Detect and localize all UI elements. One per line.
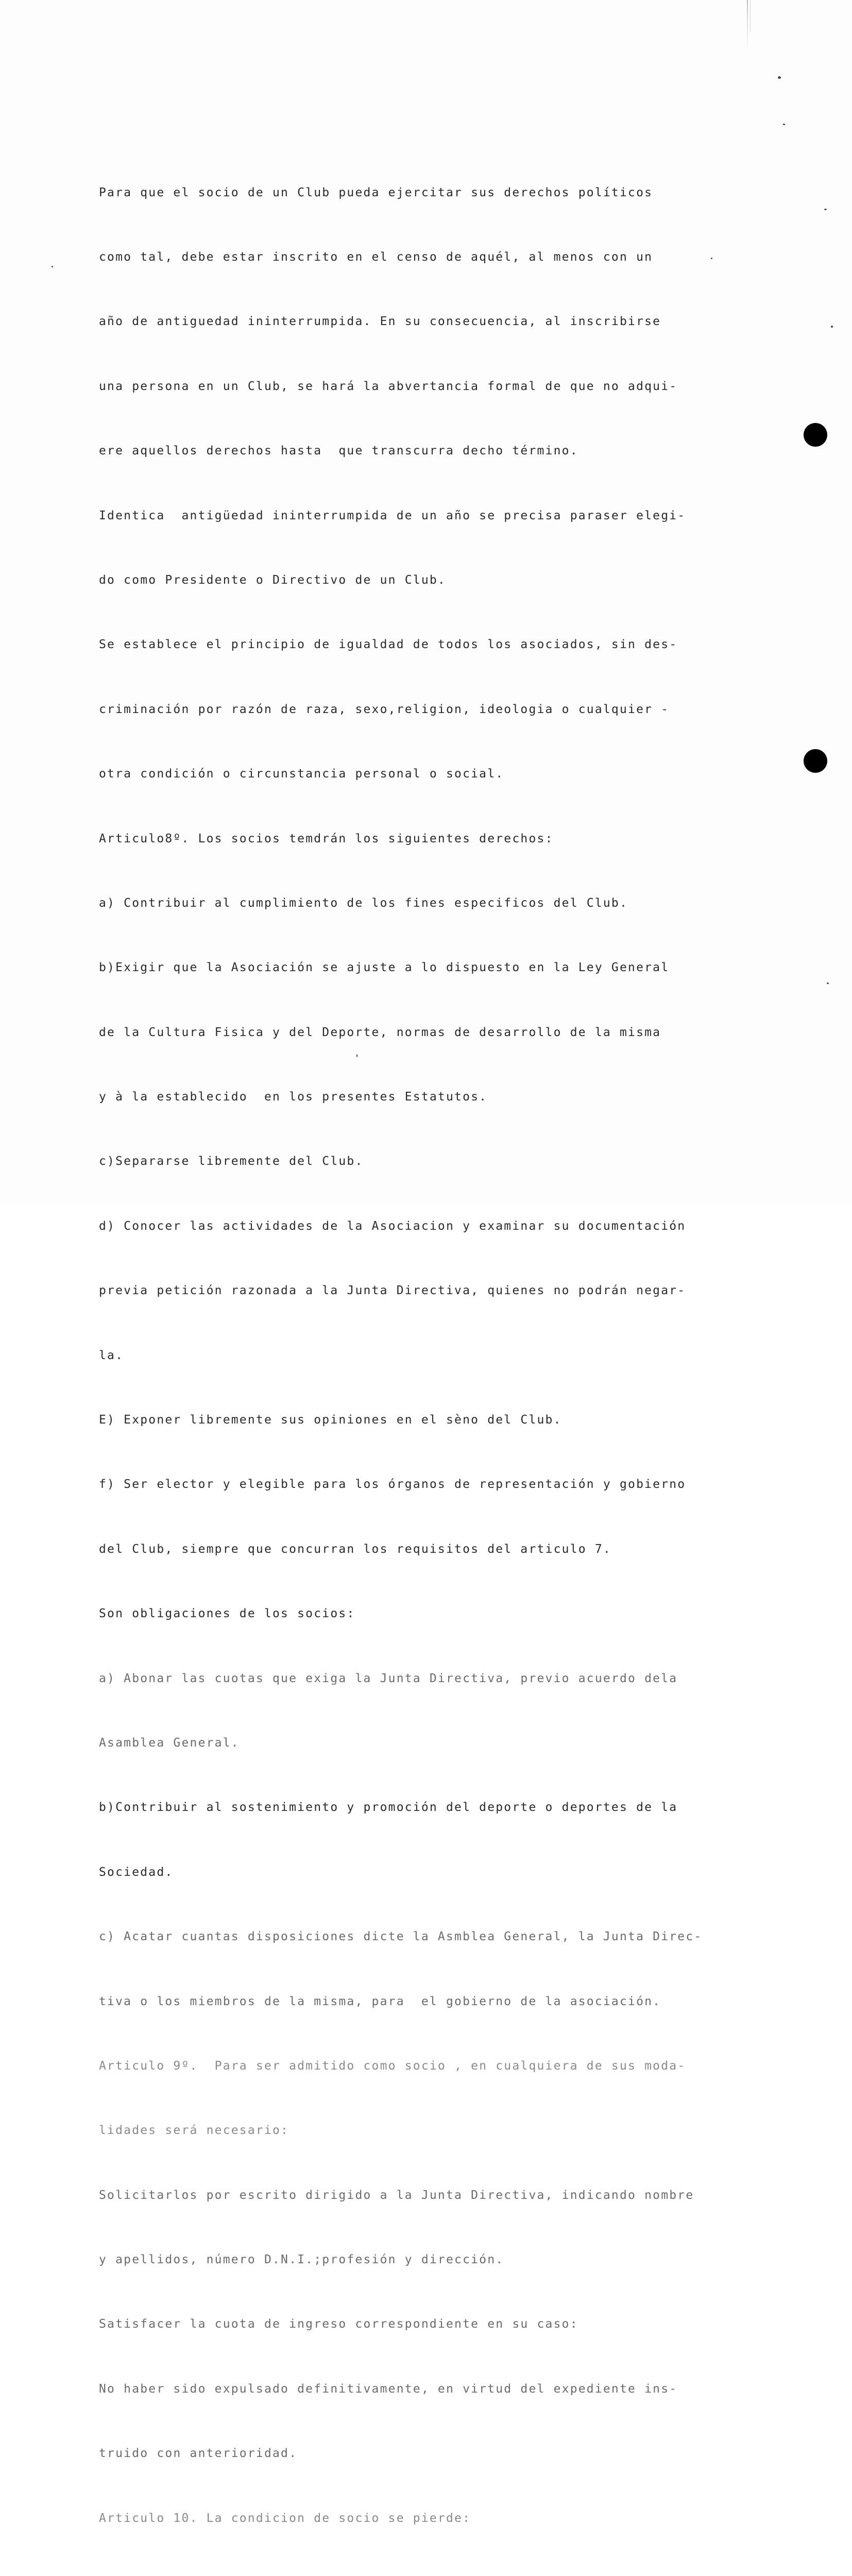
text-line: b)Contribuir al sostenimiento y promoción del deporte o deportes de la [99, 1801, 678, 1815]
text-line: una persona en un Club, se hará la abvertancia formal de que no adqui- [99, 379, 678, 393]
text-line: Para que el socio de un Club pueda ejercitar sus derechos políticos [99, 185, 653, 199]
text-line: b)Exigir que la Asociación se ajuste a lo dispuesto en la Ley General [99, 961, 670, 975]
text-line: Se establece el principio de igualdad de todos los asociados, sin des- [99, 638, 678, 652]
text-line: y apellidos, número D.N.I.;profesión y dirección. [99, 2253, 504, 2267]
scan-speck [824, 209, 827, 210]
text-line: a) Abonar las cuotas que exiga la Junta Directiva, previo acuerdo dela [99, 1671, 678, 1685]
text-line: d) Conocer las actividades de la Asociacion y examinar su documentación [99, 1219, 686, 1233]
text-line: del Club, siempre que concurran los requisitos del articulo 7. [99, 1542, 611, 1556]
text-line: otra condición o circunstancia personal o social. [99, 767, 504, 781]
text-line: Asamblea General. [99, 1736, 240, 1750]
text-line: ere aquellos derechos hasta que transcurra decho término. [99, 444, 578, 458]
text-line: f) Ser elector y elegible para los órganos de representación y gobierno [99, 1478, 686, 1492]
text-line: como tal, debe estar inscrito en el censo de aquél, al menos con un [99, 250, 653, 264]
text-line: y à la establecido en los presentes Estatutos. [99, 1090, 488, 1104]
text-line: truido con anterioridad. [99, 2447, 298, 2461]
text-line: lidades será necesario: [99, 2124, 289, 2138]
scan-speck [827, 982, 829, 984]
article-heading: Articulo 10. La condicion de socio se pierde: [99, 2511, 471, 2525]
text-line: a) Contribuir al cumplimiento de los fines especificos del Club. [99, 896, 628, 910]
scan-speck [778, 76, 781, 79]
text-line: previa petición razonada a la Junta Directiva, quienes no podrán negar- [99, 1284, 686, 1298]
punch-hole [804, 749, 827, 773]
text-line: do como Presidente o Directivo de un Club. [99, 573, 446, 587]
text-line: la. [99, 1348, 124, 1362]
text-line: Son obligaciones de los socios: [99, 1607, 355, 1621]
scan-edge-mark-secondary [750, 0, 751, 31]
text-line: Identica antigüedad ininterrumpida de un año se precisa paraser elegi- [99, 509, 686, 522]
text-line: criminación por razón de raza, sexo,religion, ideologia o cualquier - [99, 702, 670, 716]
text-line: c)Separarse libremente del Club. [99, 1155, 364, 1168]
text-line: de la Cultura Fisica y del Deporte, normas de desarrollo de la misma [99, 1025, 661, 1039]
document-text [99, 139, 738, 2576]
text-line: Solicitarlos por escrito dirigido a la Junta Directiva, indicando nombre [99, 2188, 694, 2202]
text-line [99, 2572, 738, 2576]
scan-speck [831, 326, 833, 328]
scan-edge-mark [747, 0, 748, 52]
text-line: Sociedad. [99, 1865, 174, 1879]
text-line: c) Acatar cuantas disposiciones dicte la Asmblea General, la Junta Direc- [99, 1930, 703, 1944]
text-line: E) Exponer libremente sus opiniones en el sèno del Club. [99, 1413, 562, 1427]
punch-hole [804, 423, 827, 447]
text-line: año de antiguedad ininterrumpida. En su consecuencia, al inscribirse [99, 315, 661, 329]
text-line: No haber sido expulsado definitivamente, en virtud del expediente ins- [99, 2382, 678, 2396]
scan-speck [783, 124, 785, 125]
article-heading: Articulo8º. Los socios temdrán los siguientes derechos: [99, 832, 554, 845]
article-heading: Articulo 9º. Para ser admitido como socio , en cualquiera de sus moda- [99, 2059, 686, 2073]
text-line: tiva o los miembros de la misma, para el gobierno de la asociación. [99, 1994, 661, 2008]
scan-speck [52, 266, 53, 267]
text-line: Satisfacer la cuota de ingreso correspondiente en su caso: [99, 2317, 578, 2331]
